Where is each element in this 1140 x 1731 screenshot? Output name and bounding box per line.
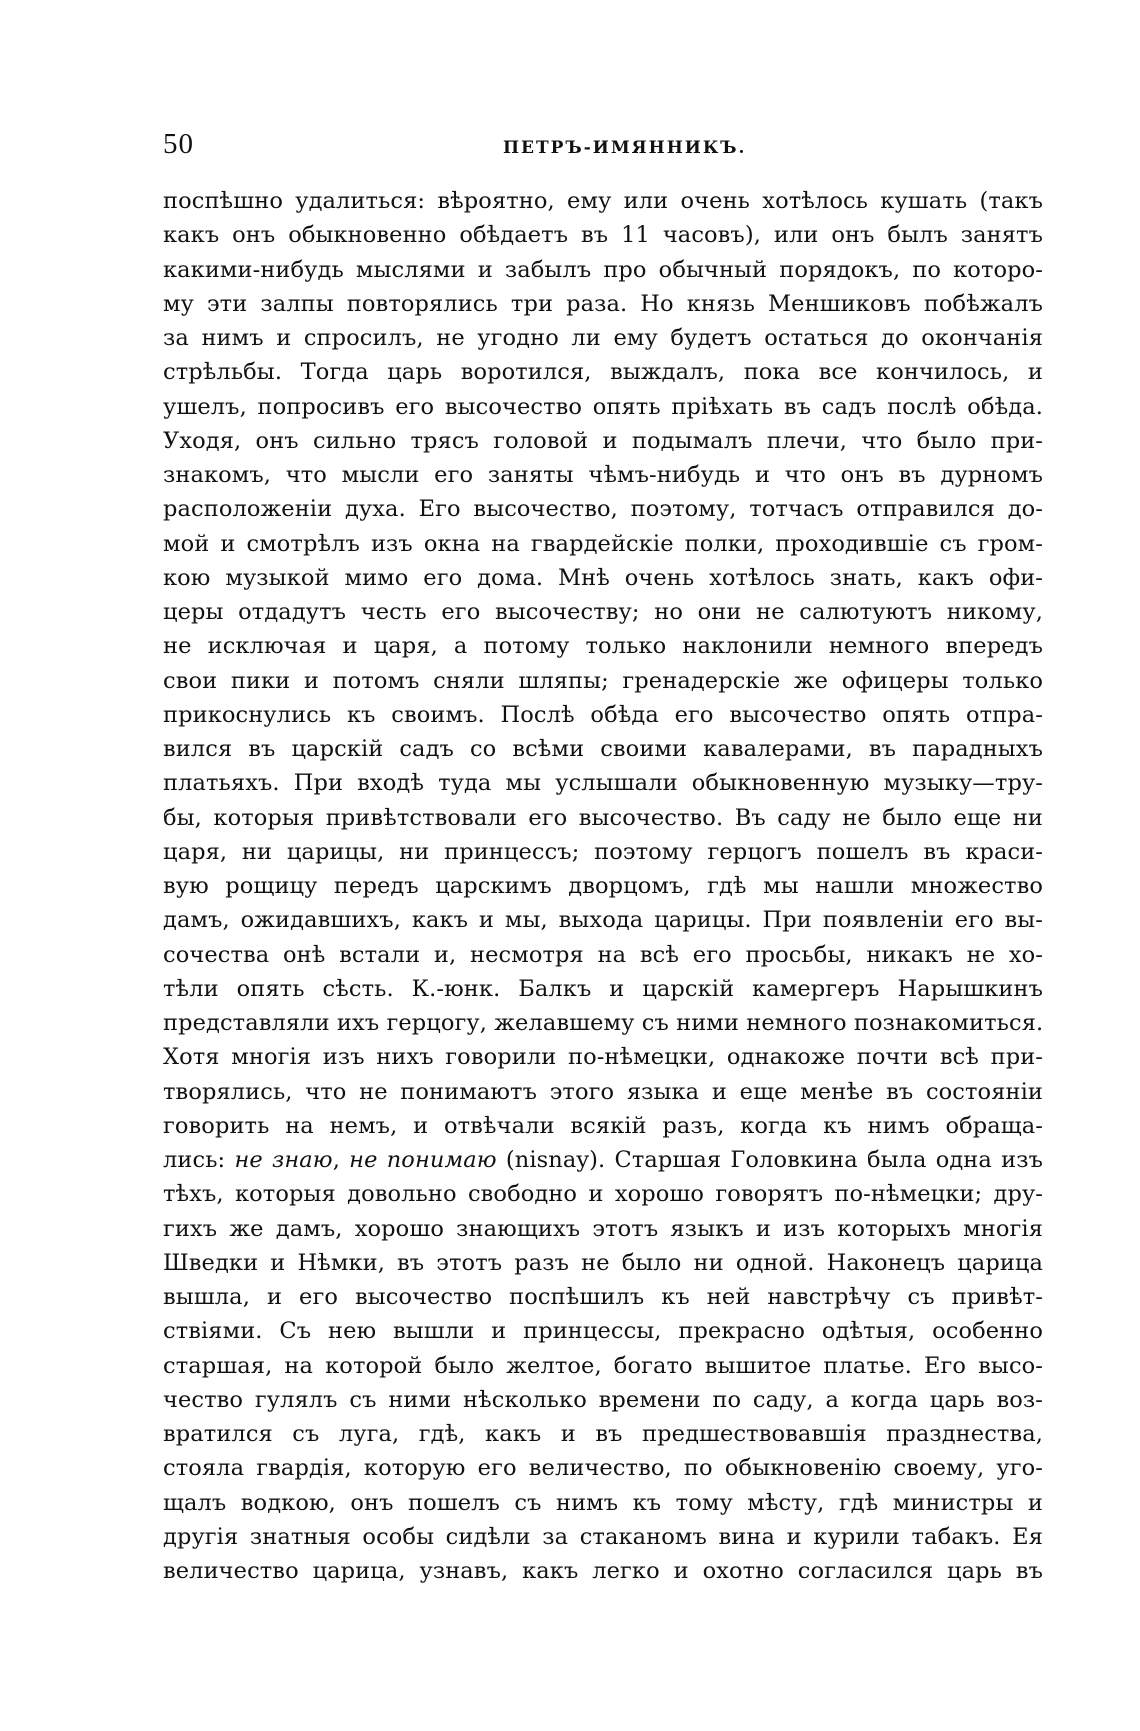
text-line: вратился съ луга, гдѣ, какъ и въ предшествовавшія празднества, — [163, 1421, 1043, 1447]
text-segment: лись: — [163, 1147, 235, 1173]
page-number: 50 — [163, 128, 194, 160]
text-line: мой и смотрѣлъ изъ окна на гвардейскіе полки, проходившіе съ гром- — [163, 530, 1043, 557]
text-line: старшая, на которой было желтое, богато вышитое платье. Его высо- — [163, 1352, 1043, 1379]
text-line: платьяхъ. При входѣ туда мы услышали обыкновенную музыку—тру- — [163, 770, 1043, 797]
text-line — [163, 1143, 1043, 1177]
text-line: стояла гвардія, которую его величество, по обыкновенію своему, уго- — [163, 1455, 1043, 1482]
text-line: Шведки и Нѣмки, въ этотъ разъ не было ни одной. Наконецъ царица — [163, 1249, 1043, 1276]
text-line: чество гулялъ съ ними нѣсколько времени по саду, а когда царь воз- — [163, 1386, 1043, 1413]
text-line: дамъ, ожидавшихъ, какъ и мы, выхода царицы. При появленіи его вы- — [163, 907, 1043, 934]
text-line: кою музыкой мимо его дома. Мнѣ очень хотѣлось знать, какъ офи- — [163, 564, 1043, 591]
text-line: вился въ царскій садъ со всѣми своими кавалерами, въ парадныхъ — [163, 736, 1043, 762]
text-line: какъ онъ обыкновенно обѣдаетъ въ 11 часовъ), или онъ былъ занятъ — [163, 222, 1043, 249]
text-line: ствіями. Съ нею вышли и принцессы, прекрасно одѣтыя, особенно — [163, 1318, 1043, 1345]
text-line: не исключая и царя, а потому только наклонили немного впередъ — [163, 633, 1043, 660]
text-line: тѣхъ, которыя довольно свободно и хорошо говорятъ по-нѣмецки; дру- — [163, 1181, 1043, 1208]
text-line: церы отдадутъ честь его высочеству; но они не салютуютъ никому, — [163, 599, 1043, 625]
text-line: расположеніи духа. Его высочество, поэтому, тотчасъ отправился до- — [163, 496, 1043, 523]
italic-phrase: не понимаю — [349, 1147, 497, 1173]
text-line: творялись, что не понимаютъ этого языка и еще менѣе въ состояніи — [163, 1078, 1043, 1105]
text-line: тѣли опять сѣсть. К.-юнк. Балкъ и царскій камергеръ Нарышкинъ — [163, 975, 1043, 1002]
text-line: другія знатныя особы сидѣли за стаканомъ вина и курили табакъ. Ея — [163, 1523, 1043, 1550]
text-line: вую рощицу передъ царскимъ дворцомъ, гдѣ мы нашли множество — [163, 873, 1043, 899]
text-line: бы, которыя привѣтствовали его высочество. Въ саду не было еще ни — [163, 804, 1043, 831]
text-line: знакомъ, что мысли его заняты чѣмъ-нибудь и что онъ въ дурномъ — [163, 462, 1043, 488]
text-line: вышла, и его высочество поспѣшилъ къ ней навстрѣчу съ привѣт- — [163, 1284, 1043, 1310]
text-line: гихъ же дамъ, хорошо знающихъ этотъ языкъ и изъ которыхъ многія — [163, 1215, 1043, 1242]
text-segment: , — [332, 1147, 350, 1173]
running-title: ПЕТРЪ-ИМЯННИКЪ. — [503, 138, 747, 158]
text-line: свои пики и потомъ сняли шляпы; гренадерскіе же офицеры только — [163, 667, 1043, 694]
text-line: щалъ водкою, онъ пошелъ съ нимъ къ тому мѣсту, гдѣ министры и — [163, 1489, 1043, 1516]
body-text — [163, 184, 1043, 1588]
italic-phrase: не знаю — [234, 1147, 333, 1173]
text-line: Хотя многія изъ нихъ говорили по-нѣмецки, однакоже почти всѣ при- — [163, 1044, 1043, 1071]
text-line: представляли ихъ герцогу, желавшему съ ними немного познакомиться. — [163, 1010, 1044, 1036]
text-line: за нимъ и спросилъ, не угодно ли ему будетъ остаться до окончанія — [163, 325, 1043, 351]
text-segment: (nisnay). Старшая Головкина была одна изъ — [496, 1147, 1044, 1173]
text-line: ушелъ, попросивъ его высочество опять пріѣхать въ садъ послѣ обѣда. — [163, 393, 1043, 420]
text-line: поспѣшно удалиться: вѣроятно, ему или очень хотѣлось кушать (такъ — [163, 188, 1043, 214]
text-line: величество царица, узнавъ, какъ легко и охотно согласился царь въ — [163, 1558, 1043, 1584]
text-line: стрѣльбы. Тогда царь воротился, выждалъ, пока все кончилось, и — [163, 359, 1043, 386]
text-line: царя, ни царицы, ни принцессъ; поэтому герцогъ пошелъ въ краси- — [163, 838, 1043, 865]
text-line: говорить на немъ, и отвѣчали всякій разъ, когда къ нимъ обраща- — [163, 1112, 1043, 1139]
text-line: сочества онѣ встали и, несмотря на всѣ его просьбы, никакъ не хо- — [163, 941, 1043, 968]
text-line: прикоснулись къ своимъ. Послѣ обѣда его высочество опять отпра- — [163, 701, 1043, 728]
text-line: какими-нибудь мыслями и забылъ про обычный порядокъ, по которо- — [163, 256, 1043, 283]
text-line: Уходя, онъ сильно трясъ головой и подымалъ плечи, что было при- — [163, 427, 1043, 454]
text-line: му эти залпы повторялись три раза. Но князь Меншиковъ побѣжалъ — [163, 290, 1043, 317]
page-header — [163, 128, 1043, 168]
